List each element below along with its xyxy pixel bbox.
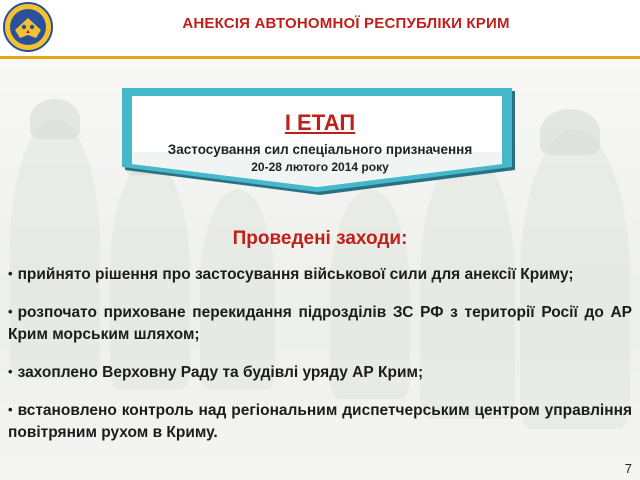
page-number: 7 [624, 461, 632, 476]
bullet-icon: • [8, 364, 13, 379]
owl-emblem-icon [3, 2, 53, 52]
slide-title: АНЕКСІЯ АВТОНОМНОЇ РЕСПУБЛІКИ КРИМ [182, 15, 510, 32]
bullet-icon: • [8, 304, 13, 319]
stage-title: I ЕТАП [284, 110, 356, 135]
list-item: • захоплено Верховну Раду та будівлі уряду АР Крим; [8, 361, 632, 384]
list-item: • встановлено контроль над регіональним диспетчерським центром управління повітряним рухом в Криму. [8, 399, 632, 444]
stage-dates: 20-28 лютого 2014 року [251, 160, 389, 174]
list-item: • прийнято рішення про застосування військової сили для анексії Криму; [8, 263, 632, 286]
bullet-icon: • [8, 402, 13, 417]
bullet-icon: • [8, 266, 13, 281]
stage-banner [122, 88, 518, 198]
measures-heading: Проведені заходи: [232, 228, 408, 249]
list-item: • розпочато приховане перекидання підрозділів ЗС РФ з території Росії до АР Крим морським шляхом; [8, 301, 632, 346]
stage-subtitle: Застосування сил спеціального призначення [167, 142, 473, 157]
measures-list [8, 263, 632, 444]
slide-header [0, 0, 640, 58]
